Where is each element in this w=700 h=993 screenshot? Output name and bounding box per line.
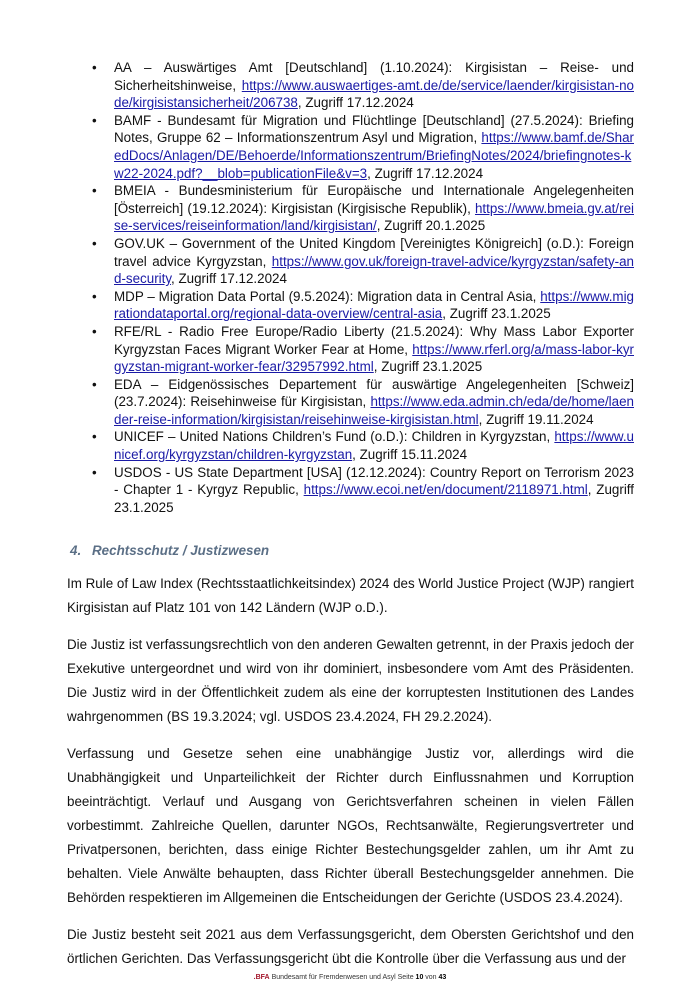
reference-link[interactable]: https://www.unicef.org/kyrgyzstan/children-kyrgyzstan xyxy=(114,429,634,463)
body-text xyxy=(67,572,634,971)
reference-item xyxy=(92,288,634,323)
reference-access-date: , Zugriff 19.11.2024 xyxy=(478,411,594,427)
paragraph: Verfassung und Gesetze sehen eine unabhängige Justiz vor, allerdings wird die Unabhängigkeit und Unparteilichkeit der Richter durch Einflussnahmen und Korruption beeinträchtigt. Verlauf und Ausgang von Gerichtsverfahren scheinen in vielen Fällen vorbestimmt. Zahlreiche Quellen, darunter NGOs, Rechtsanwälte, Regierungsvertreter und Privatpersonen, berichten, dass einige Richter Bestechungsgelder zahlen, um ihr Amt zu behalten. Viele Anwälte behaupten, dass Richter überall Bestechungsgelder annehmen. Die Behörden respektieren im Allgemeinen die Entscheidungen der Gerichte (USDOS 23.4.2024). xyxy=(67,746,634,906)
section-title: Rechtsschutz / Justizwesen xyxy=(92,543,270,559)
reference-item xyxy=(92,464,634,517)
reference-text: UNICEF – United Nations Children’s Fund (o.D.): Children in Kyrgyzstan, xyxy=(114,429,555,445)
footer-of: von xyxy=(423,974,439,982)
reference-item xyxy=(92,235,634,288)
reference-item xyxy=(92,428,634,463)
reference-item xyxy=(92,112,634,182)
reference-list xyxy=(92,59,634,516)
reference-access-date: , Zugriff 20.1.2025 xyxy=(376,218,486,234)
reference-item xyxy=(92,323,634,376)
paragraph: Die Justiz besteht seit 2021 aus dem Verfassungsgericht, dem Obersten Gerichtshof und den örtlichen Gerichten. Das Verfassungsgericht übt die Kontrolle über die Verfassung aus und der xyxy=(67,927,634,967)
page-total: 43 xyxy=(438,974,447,982)
reference-access-date: , Zugriff 17.12.2024 xyxy=(367,165,484,181)
footer-org: Bundesamt für Fremdenwesen und Asyl Seite xyxy=(269,974,416,982)
reference-text: RFE/RL - Radio Free Europe/Radio Liberty (21.5.2024): Why Mass Labor Exporter Kyrgyzstan Faces Migrant Worker Fear at Home, xyxy=(114,323,634,357)
reference-text: AA – Auswärtiges Amt [Deutschland] (1.10.2024): Kirgisistan – Reise- und Sicherheitshinweise, xyxy=(114,60,634,93)
bfa-logo: .BFA xyxy=(253,974,270,982)
reference-link[interactable]: https://www.bamf.de/SharedDocs/Anlagen/DE/Behoerde/Informationszentrum/BriefingNotes/2024/briefingnotes-kw22-2024.pdf?__blob=publicationFile&v=3 xyxy=(114,130,634,181)
reference-link[interactable]: https://www.ecoi.net/en/document/2118971.html xyxy=(303,482,588,498)
reference-link[interactable]: https://www.migrationdataportal.org/regional-data-overview/central-asia xyxy=(114,288,634,322)
reference-link[interactable]: https://www.rferl.org/a/mass-labor-kyrgyzstan-migrant-worker-fear/32957992.html xyxy=(114,341,634,375)
reference-item xyxy=(92,376,634,429)
reference-text: BMEIA - Bundesministerium für Europäische und Internationale Angelegenheiten [Österreich] (19.12.2024): Kirgisistan (Kirgisische Republik), xyxy=(114,183,634,216)
reference-access-date: , Zugriff 17.12.2024 xyxy=(171,271,287,287)
reference-item xyxy=(92,59,634,112)
reference-text: EDA – Eidgenössisches Departement für auswärtige Angelegenheiten [Schweiz] (23.7.2024): Reisehinweise für Kirgisistan, xyxy=(114,376,634,410)
reference-text: GOV.UK – Government of the United Kingdom [Vereinigtes Königreich] (o.D.): Foreign travel advice Kyrgyzstan, xyxy=(114,235,634,269)
reference-item xyxy=(92,182,634,235)
reference-link[interactable]: https://www.gov.uk/foreign-travel-advice/kyrgyzstan/safety-and-security xyxy=(114,253,634,287)
reference-access-date: , Zugriff 23.1.2025 xyxy=(114,482,634,515)
reference-access-date: , Zugriff 23.1.2025 xyxy=(373,359,483,375)
page-footer xyxy=(0,973,700,993)
reference-link[interactable]: https://www.bmeia.gv.at/reise-services/reiseinformation/land/kirgisistan/ xyxy=(114,200,634,234)
reference-access-date: , Zugriff 17.12.2024 xyxy=(297,95,414,111)
paragraph: Die Justiz ist verfassungsrechtlich von den anderen Gewalten getrennt, in der Praxis jedoch der Exekutive untergeordnet und wird von ihr dominiert, insbesondere vom Amt des Präsidenten. Die Justiz wird in der Öffentlichkeit zudem als eine der korruptesten Institutionen des Landes wahrgenommen (BS 19.3.2024; vgl. USDOS 23.4.2024, FH 29.2.2024). xyxy=(67,637,634,725)
page-number: 10 xyxy=(415,974,424,982)
section-heading xyxy=(70,542,700,560)
reference-text: USDOS - US State Department [USA] (12.12.2024): Country Report on Terrorism 2023 - Chapter 1 - Kyrgyz Republic, xyxy=(114,464,634,498)
section-number: 4. xyxy=(70,543,82,559)
reference-link[interactable]: https://www.eda.admin.ch/eda/de/home/laender-reise-information/kirgisistan/reisehinweise-kirgisistan.html xyxy=(114,394,634,427)
paragraph: Im Rule of Law Index (Rechtsstaatlichkeitsindex) 2024 des World Justice Project (WJP) rangiert Kirgisistan auf Platz 101 von 142 Ländern (WJP o.D.). xyxy=(67,576,634,616)
reference-text: BAMF - Bundesamt für Migration und Flüchtlinge [Deutschland] (27.5.2024): Briefing Notes, Gruppe 62 – Informationszentrum Asyl und Migration, xyxy=(114,112,634,146)
reference-text: MDP – Migration Data Portal (9.5.2024): Migration data in Central Asia, xyxy=(114,288,541,304)
reference-access-date: , Zugriff 23.1.2025 xyxy=(442,306,551,322)
reference-access-date: , Zugriff 15.11.2024 xyxy=(352,447,468,463)
reference-link[interactable]: https://www.auswaertiges-amt.de/de/service/laender/kirgisistan-node/kirgisistansicherheit/206738 xyxy=(114,77,634,111)
